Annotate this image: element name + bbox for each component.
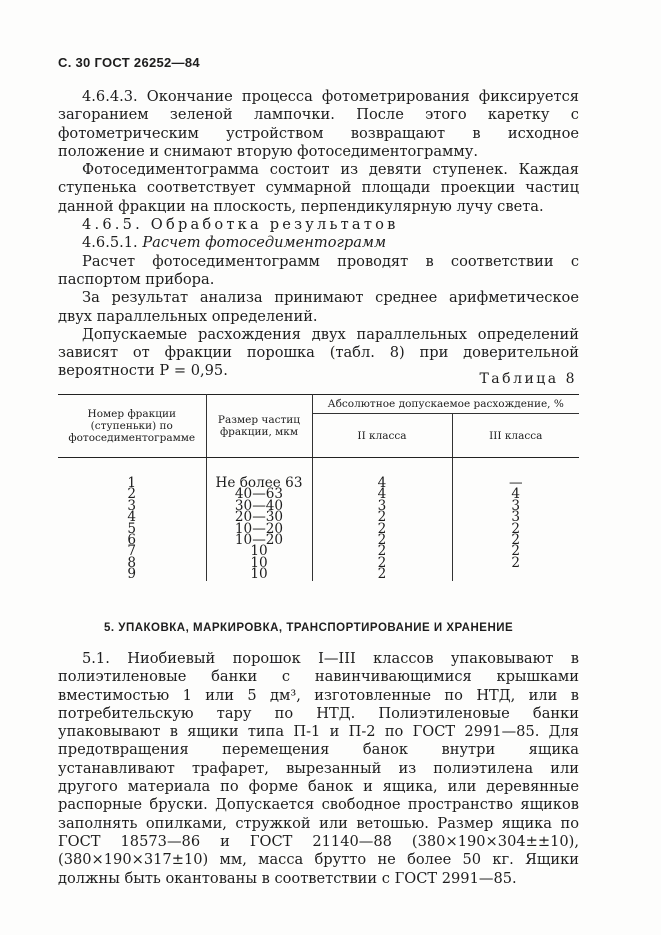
section-title-4651: Расчет фотоседиментограмм: [142, 234, 387, 252]
table-row: [58, 458, 579, 490]
paragraph-result: За результат анализа принимают среднее арифметическое двух параллельных определений.: [58, 289, 579, 325]
table-row: [58, 489, 579, 500]
cell-size: Не более 63: [206, 458, 312, 490]
table-row: [58, 501, 579, 512]
cell-fraction: 1: [58, 458, 206, 490]
cell-fraction: 5: [58, 524, 206, 535]
cell-class-2: 2: [312, 569, 452, 580]
paragraph-51: 5.1. Ниобиевый порошок I—III классов упаковывают в полиэтиленовые банки с навинчивающимися крышками вместимостью 1 или 5 дм³, изготовленные по НТД, или в потребительскую тару по НТД. Полиэтиленовые банки упаковывают в ящики типа П-1 и П-2 по ГОСТ 2991—85. Для предотвращения перемещения банок внутри ящика устанавливают трафарет, вырезанный из полиэтилена или другого материала по форме банок и ящика, или деревянные распорные бруски. Допускается свободное пространство ящиков заполнять опилками, стружкой или ветошью. Размер ящика по ГОСТ 18573—86 и ГОСТ 21140—88 (380×190×304±±10), (380×190×317±10) мм, масса брутто не более 50 кг. Ящики должны быть окантованы в соответствии с ГОСТ 2991—85.: [58, 650, 579, 887]
cell-class-3: 2: [511, 554, 521, 571]
text-block-section-5: [58, 650, 579, 888]
table-row: [58, 558, 579, 569]
cell-class-2: 2: [312, 524, 452, 535]
cell-fraction: 7: [58, 546, 206, 557]
paragraph-calculation: Расчет фотоседиментограмм проводят в соответствии с паспортом прибора.: [58, 252, 579, 288]
cell-fraction: 9: [58, 569, 206, 580]
section-5-title: 5. УПАКОВКА, МАРКИРОВКА, ТРАНСПОРТИРОВАНИЕ И ХРАНЕНИЕ: [104, 622, 514, 634]
cell-class-2: 2: [312, 558, 452, 569]
table-row: [58, 512, 579, 523]
cell-fraction: 6: [58, 535, 206, 546]
cell-size: 10: [206, 569, 312, 580]
cell-class-2: 2: [312, 512, 452, 523]
cell-fraction: 2: [58, 489, 206, 500]
header-class-3: III класса: [452, 414, 579, 458]
paragraph-photosedimentogram: Фотоседиментограмма состоит из девяти ступенек. Каждая ступенька соответствует суммарной площади проекции частиц данной фракции на плоскость, перпендикулярную лучу света.: [58, 161, 579, 215]
cell-size: 10—20: [206, 535, 312, 546]
cell-fraction: 3: [58, 501, 206, 512]
cell-class-3: 2: [511, 532, 521, 549]
cell-class-2: 2: [312, 535, 452, 546]
cell-class-3: [452, 569, 579, 580]
table-row: [58, 524, 579, 535]
cell-class-2: 2: [312, 546, 452, 557]
cell-size: 30—40: [206, 501, 312, 512]
cell-class-2: 4: [312, 458, 452, 490]
header-size: Размер частиц фракции, мкм: [206, 395, 312, 458]
table-row: [58, 535, 579, 546]
cell-class-2: 4: [312, 489, 452, 500]
cell-fraction: 4: [58, 512, 206, 523]
header-class-2: II класса: [312, 414, 452, 458]
cell-class-3: 2: [511, 520, 521, 537]
paragraph-4643: 4.6.4.3. Окончание процесса фотометрирования фиксируется загоранием зеленой лампочки. После этого каретку с фотометрическим устройством возвращают в исходное положение и снимают вторую фотоседиментограмму.: [58, 88, 579, 160]
cell-size: 10—20: [206, 524, 312, 535]
cell-class-3: 3: [511, 509, 521, 526]
cell-class-3: 2: [511, 543, 521, 560]
cell-size: 20—30: [206, 512, 312, 523]
cell-size: 40—63: [206, 489, 312, 500]
table-row: [58, 569, 579, 580]
section-number-4651: 4.6.5.1.: [82, 234, 138, 252]
cell-size: 10: [206, 546, 312, 557]
cell-fraction: 8: [58, 558, 206, 569]
cell-class-3: 4: [511, 486, 521, 503]
section-heading-465: 4.6.5. Обработка результатов: [82, 216, 399, 234]
cell-class-2: 3: [312, 501, 452, 512]
paragraph-tolerances: Допускаемые расхождения двух параллельных определений зависят от фракции порошка (табл. 8) при доверительной вероятности P = 0,95.: [58, 325, 579, 380]
text-block-top: [58, 88, 579, 381]
cell-size: 10: [206, 558, 312, 569]
header-abs-deviation: Абсолютное допускаемое расхождение, %: [312, 395, 579, 414]
table-8: [58, 394, 579, 581]
header-fraction: Номер фракции (ступеньки) по фотоседиментограмме: [58, 395, 206, 458]
table-row: [58, 546, 579, 557]
cell-class-3: 3: [511, 497, 521, 514]
table-caption: Таблица 8: [479, 371, 577, 387]
cell-class-3: —: [508, 475, 523, 491]
page-header: С. 30 ГОСТ 26252—84: [58, 55, 200, 70]
section-heading-4651: [58, 234, 579, 252]
